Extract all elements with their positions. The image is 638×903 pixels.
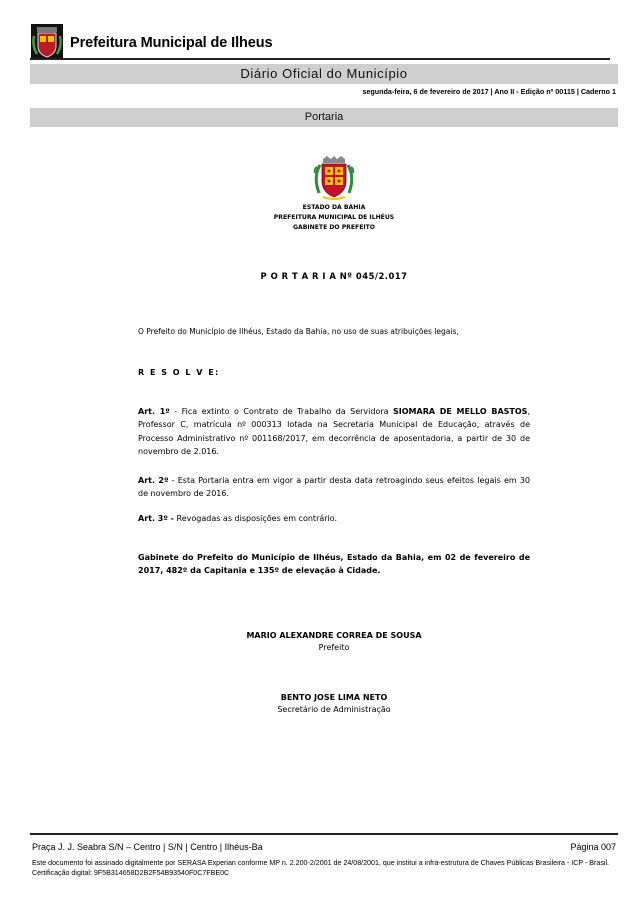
article-3-text: Revogadas as disposições em contrário.	[173, 514, 338, 523]
org-line-state: ESTADO DA BAHIA	[302, 204, 366, 211]
article-3-label: Art. 3º -	[138, 514, 174, 523]
footer-signature-note: Este documento foi assinado digitalmente por SERASA Experian conforme MP n. 2.200-2/2001 de 24/08/2001, que institui a infra-estrutura de Chaves Públicas Brasileira - ICP - Brasil. Certificação digital: 9F5B314658D2B2F54B93540F0C7FBE0C	[32, 859, 610, 877]
site-title: Prefeitura Municipal de Ilheus	[70, 35, 273, 51]
intro-paragraph: O Prefeito do Município de Ilhéus, Estado da Bahia, no uso de suas atribuições legais,	[138, 327, 459, 336]
signature-secretary-role: Secretário de Administração	[277, 705, 391, 714]
signature-secretary-name: BENTO JOSE LIMA NETO	[280, 693, 388, 702]
footer-page-number: Página 007	[570, 842, 616, 852]
article-2-text: - Esta Portaria entra em vigor a partir desta data retroagindo seus efeitos legais em 30 de novembro de 2016.	[138, 476, 530, 499]
org-line-gabinete: GABINETE DO PREFEITO	[293, 224, 375, 231]
gabinete-closing: Gabinete do Prefeito do Município de Ilhéus, Estado da Bahia, em 02 de fevereiro de 2017, 482º da Capitania e 135º de elevação à Cidade.	[138, 553, 530, 576]
signature-mayor-role: Prefeito	[318, 643, 350, 652]
signature-mayor-name: MARIO ALEXANDRE CORREA DE SOUSA	[246, 631, 422, 640]
diario-title: Diário Oficial do Município	[240, 66, 408, 81]
article-1-person-name: SIOMARA DE MELLO BASTOS	[393, 407, 528, 416]
article-1-text-a: - Fica extinto o Contrato de Trabalho da Servidora	[169, 407, 393, 416]
header-divider	[30, 58, 610, 60]
footer-divider	[30, 833, 618, 835]
article-3	[138, 512, 530, 525]
article-2-label: Art. 2º	[138, 476, 169, 485]
article-2	[138, 474, 530, 501]
footer-address: Praça J. J. Seabra S/N – Centro | S/N | Centro | Ilhéus-Ba	[32, 842, 263, 852]
article-1-text-b: , Professor C, matrícula nº 000313 lotada na Secretaria Municipal de Educação, através de Processo Administrativo nº 001168/2017, em decorrência de aposentadoria, a partir de 30 de novembro de 2.016.	[138, 407, 530, 456]
section-title: Portaria	[304, 111, 344, 123]
municipal-crest-icon	[31, 24, 63, 60]
edition-info: segunda-feira, 6 de fevereiro de 2017 | Ano II - Edição nº 00115 | Caderno 1	[362, 87, 616, 96]
org-line-prefeitura: PREFEITURA MUNICIPAL DE ILHÉUS	[273, 214, 395, 221]
resolve-heading: R E S O L V E:	[138, 368, 220, 377]
document-crest-icon	[311, 155, 357, 201]
article-1-label: Art. 1º	[138, 407, 170, 416]
portaria-number: P O R T A R I A Nº 045/2.017	[260, 271, 408, 281]
article-1	[138, 405, 530, 458]
